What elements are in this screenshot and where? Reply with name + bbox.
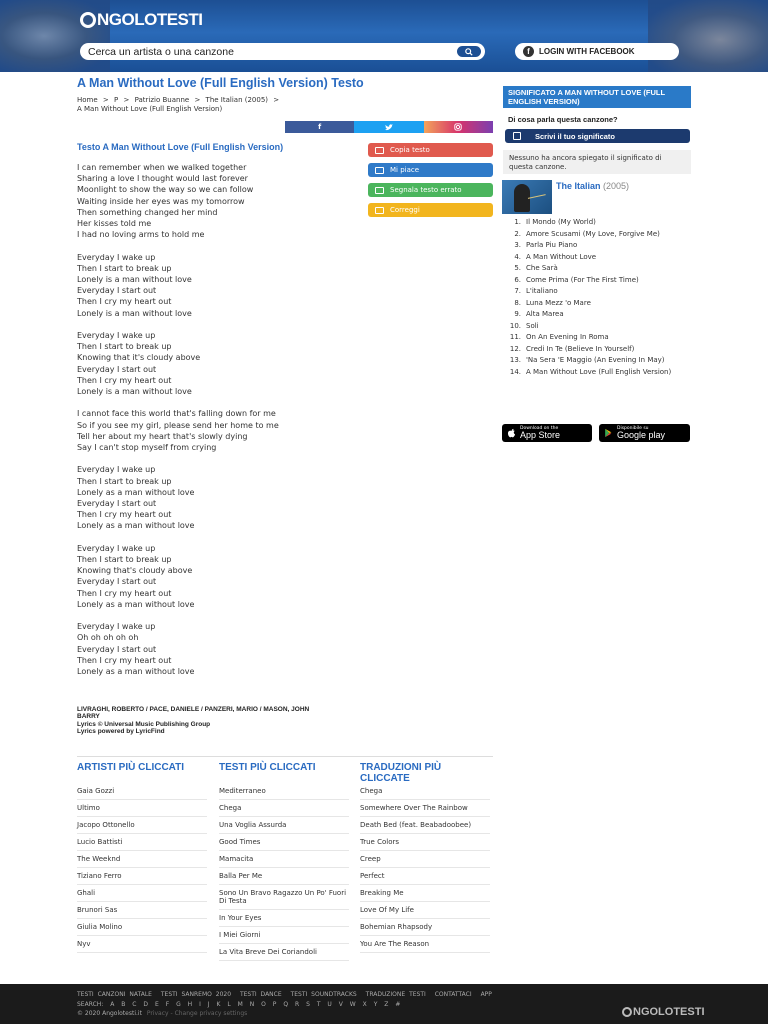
report-error-button[interactable]: [368, 183, 493, 197]
track-item[interactable]: [505, 368, 695, 376]
track-item[interactable]: [505, 310, 695, 318]
list-item[interactable]: Jacopo Ottonello: [77, 817, 207, 834]
track-number: 8.: [514, 298, 521, 307]
letter-link[interactable]: I: [199, 1001, 201, 1008]
letter-link[interactable]: R: [295, 1001, 300, 1008]
top-translations-heading: TRADUZIONI PIÙ CLICCATE: [360, 762, 442, 784]
footer-letter-index: [77, 1001, 405, 1008]
logo-mark-icon: [622, 1007, 632, 1017]
breadcrumb-current: A Man Without Love (Full English Version): [77, 105, 223, 113]
breadcrumb-separator: >: [273, 96, 280, 104]
lyricfind-credit: Lyrics powered by LyricFind: [77, 728, 165, 736]
track-title: Parla Piu Piano: [526, 241, 578, 249]
list-item[interactable]: Tiziano Ferro: [77, 868, 207, 885]
list-item[interactable]: Bohemian Rhapsody: [360, 919, 490, 936]
letter-link[interactable]: P: [272, 1001, 277, 1008]
apple-icon: [507, 428, 516, 438]
list-item[interactable]: Balla Per Me: [219, 868, 349, 885]
correct-lyrics-button[interactable]: [368, 203, 493, 217]
breadcrumb: [77, 96, 367, 114]
letter-link[interactable]: V: [338, 1001, 343, 1008]
top-lyrics-list: [219, 783, 349, 961]
letter-link[interactable]: B: [121, 1001, 126, 1008]
google-play-label: Google play: [617, 430, 666, 440]
track-title: Soli: [526, 321, 539, 330]
track-item[interactable]: [505, 322, 695, 330]
letter-link[interactable]: M: [237, 1001, 243, 1008]
letter-link[interactable]: H: [187, 1001, 193, 1008]
search-bar: [80, 43, 485, 60]
letter-link[interactable]: U: [327, 1001, 332, 1008]
lyrics-stanza: I cannot face this world that's falling down for me So if you see my girl, please send her home to me Tell her about my heart that's slowly dying Say I can't stop myself from crying: [77, 409, 279, 453]
album-title[interactable]: [556, 181, 629, 191]
share-bar: [285, 121, 493, 133]
footer-link[interactable]: CONTATTACI: [434, 991, 472, 998]
list-item[interactable]: Breaking Me: [360, 885, 490, 902]
publisher-copyright: Lyrics © Universal Music Publishing Group: [77, 720, 211, 728]
twitter-icon: [385, 124, 393, 131]
letter-link[interactable]: F: [165, 1001, 170, 1008]
breadcrumb-separator: >: [102, 96, 109, 104]
share-facebook-button[interactable]: [285, 121, 354, 133]
search-input[interactable]: [88, 46, 448, 58]
letter-link[interactable]: C: [132, 1001, 137, 1008]
breadcrumb-separator: >: [123, 96, 130, 104]
track-item[interactable]: [505, 253, 695, 261]
album-name: The Italian: [556, 181, 601, 191]
footer-link[interactable]: TESTI DANCE: [239, 991, 282, 998]
track-title: A Man Without Love: [526, 252, 597, 261]
lyrics-credits: [77, 706, 327, 736]
facebook-login-label: LOGIN WITH FACEBOOK: [539, 47, 635, 56]
list-item[interactable]: Ghali: [77, 885, 207, 902]
pencil-icon: [513, 132, 521, 140]
track-item[interactable]: [505, 276, 695, 284]
list-item[interactable]: Mamacita: [219, 851, 349, 868]
footer-link[interactable]: TRADUZIONE TESTI: [365, 991, 426, 998]
track-item[interactable]: [505, 264, 695, 272]
share-twitter-button[interactable]: [354, 121, 423, 133]
lyrics-stanza: Everyday I wake up Then I start to break up Lonely as a man without love Everyday I start out Then I cry my heart out Lonely as a man without love: [77, 465, 195, 531]
breadcrumb-separator: >: [194, 96, 201, 104]
list-item[interactable]: Nyv: [77, 936, 207, 953]
track-number: 6.: [514, 275, 521, 284]
footer-nav: [77, 991, 497, 998]
list-item[interactable]: Somewhere Over The Rainbow: [360, 800, 490, 817]
letter-link[interactable]: T: [316, 1001, 321, 1008]
breadcrumb-album[interactable]: The Italian (2005): [205, 96, 269, 104]
list-item[interactable]: Chega: [360, 783, 490, 800]
meaning-question: Di cosa parla questa canzone?: [508, 115, 618, 124]
list-item[interactable]: In Your Eyes: [219, 910, 349, 927]
letter-link[interactable]: #: [395, 1001, 401, 1008]
track-title: On An Evening In Roma: [526, 333, 609, 341]
footer-logo-text: NGOLOTESTI: [633, 1006, 705, 1018]
track-title: Come Prima (For The First Time): [526, 275, 639, 284]
google-play-small-label: Disponibile su: [617, 426, 649, 431]
list-item[interactable]: Good Times: [219, 834, 349, 851]
track-number: 12.: [509, 344, 521, 353]
copy-lyrics-label: Copia testo: [390, 146, 430, 154]
list-item[interactable]: La Vita Breve Dei Coriandoli: [219, 944, 349, 961]
letter-link[interactable]: D: [143, 1001, 149, 1008]
songwriters: LIVRAGHI, ROBERTO / PACE, DANIELE / PANZERI, MARIO / MASON, JOHN BARRY: [77, 706, 310, 721]
lyrics-stanza: Everyday I wake up Then I start to break up Knowing that's cloudy above Everyday I start out Then I cry my heart out Lonely as a man without love: [77, 543, 195, 609]
footer-link[interactable]: TESTI CANZONI NATALE: [77, 991, 152, 998]
letter-link[interactable]: Z: [384, 1001, 389, 1008]
list-item[interactable]: True Colors: [360, 834, 490, 851]
list-item[interactable]: Ultimo: [77, 800, 207, 817]
edit-icon: [375, 207, 384, 214]
track-item[interactable]: [505, 345, 695, 353]
track-title: Alta Marea: [526, 310, 564, 318]
track-item[interactable]: [505, 333, 695, 341]
google-play-icon: [604, 428, 613, 438]
meaning-empty-note: Nessuno ha ancora spiegato il significato di questa canzone.: [503, 150, 691, 174]
letter-link[interactable]: L: [227, 1001, 231, 1008]
search-icon: [465, 48, 473, 56]
letter-link[interactable]: A: [110, 1001, 115, 1008]
track-item[interactable]: [505, 287, 695, 295]
track-number: 9.: [514, 310, 521, 318]
track-number: 2.: [514, 229, 521, 238]
lyrics-stanza: Everyday I wake up Then I start to break up Knowing that it's cloudy above Everyday I start out Then I cry my heart out Lonely is a man without love: [77, 331, 201, 397]
write-meaning-button[interactable]: [505, 129, 690, 143]
track-title: Amore Scusami (My Love, Forgive Me): [526, 229, 660, 238]
like-label: Mi piace: [390, 166, 420, 174]
search-button[interactable]: [457, 46, 481, 57]
track-number: 3.: [514, 241, 521, 249]
track-number: 7.: [514, 287, 521, 295]
track-item[interactable]: [505, 230, 695, 238]
breadcrumb-letter[interactable]: P: [114, 96, 119, 104]
letter-index-label: SEARCH:: [77, 1001, 104, 1008]
facebook-login-button[interactable]: [515, 43, 679, 60]
copy-lyrics-button[interactable]: [368, 143, 493, 157]
letter-link[interactable]: O: [261, 1001, 266, 1008]
app-store-small-label: Download on the: [520, 426, 559, 431]
track-title: Luna Mezz 'o Mare: [526, 298, 591, 307]
letter-link[interactable]: Y: [373, 1001, 378, 1008]
album-year: (2005): [603, 181, 630, 191]
track-number: 10.: [509, 321, 521, 330]
track-item[interactable]: [505, 218, 695, 226]
pencil-icon: [375, 187, 384, 194]
list-item[interactable]: Creep: [360, 851, 490, 868]
track-number: 5.: [514, 264, 521, 272]
list-item[interactable]: The Weeknd: [77, 851, 207, 868]
album-cover[interactable]: [502, 180, 552, 214]
track-item[interactable]: [505, 241, 695, 249]
track-number: 1.: [514, 218, 521, 226]
site-logo[interactable]: [80, 9, 203, 31]
letter-link[interactable]: X: [362, 1001, 367, 1008]
track-number: 13.: [509, 356, 521, 364]
lyrics-stanza: I can remember when we walked together Sharing a love I thought would last forever Moonlight to show the way so we can follow Waiting inside her eyes was my tomorrow Then something changed her mind Her kisses told me I had no loving arms to hold me: [77, 163, 254, 240]
footer-link[interactable]: TESTI SANREMO 2020: [160, 991, 232, 998]
letter-link[interactable]: W: [349, 1001, 356, 1008]
letter-link[interactable]: G: [176, 1001, 181, 1008]
track-title: 'Na Sera 'E Maggio (An Evening In May): [526, 356, 665, 364]
list-item[interactable]: Brunori Sas: [77, 902, 207, 919]
instagram-icon: [454, 123, 462, 131]
top-lyrics-heading: TESTI PIÙ CLICCATI: [219, 762, 316, 773]
top-translations-list: [360, 783, 490, 953]
track-number: 11.: [509, 333, 521, 341]
letter-link[interactable]: E: [154, 1001, 159, 1008]
copy-icon: [375, 147, 384, 154]
letter-link[interactable]: Q: [283, 1001, 289, 1008]
list-item[interactable]: Perfect: [360, 868, 490, 885]
site-header: [0, 0, 768, 72]
privacy-link[interactable]: Privacy - Change privacy settings: [146, 1010, 248, 1017]
list-item[interactable]: Mediterraneo: [219, 783, 349, 800]
report-error-label: Segnala testo errato: [390, 186, 462, 194]
lyrics-body: [77, 162, 337, 688]
list-item[interactable]: Chega: [219, 800, 349, 817]
footer-link[interactable]: TESTI SOUNDTRACKS: [290, 991, 357, 998]
album-tracklist: [505, 218, 695, 379]
lyrics-stanza: Everyday I wake up Then I start to break up Lonely is a man without love Everyday I start out Then I cry my heart out Lonely is a man without love: [77, 252, 192, 318]
track-title: Il Mondo (My World): [526, 218, 596, 226]
header-photo-right: [648, 0, 768, 72]
like-button[interactable]: [368, 163, 493, 177]
correct-lyrics-label: Correggi: [390, 206, 420, 214]
top-artists-heading: ARTISTI PIÙ CLICCATI: [77, 762, 185, 773]
top-artists-list: [77, 783, 207, 953]
logo-text: NGOLOTESTI: [97, 10, 203, 29]
list-item[interactable]: Sono Un Bravo Ragazzo Un Po' Fuori Di Testa: [219, 885, 349, 910]
divider: [77, 756, 493, 757]
letter-link[interactable]: K: [216, 1001, 221, 1008]
list-item[interactable]: Lucio Battisti: [77, 834, 207, 851]
copyright-text: © 2020 Angolotesti.it: [77, 1010, 142, 1017]
thumbs-up-icon: [375, 167, 384, 174]
letter-link[interactable]: S: [306, 1001, 310, 1008]
write-meaning-label: Scrivi il tuo significato: [535, 131, 616, 141]
list-item[interactable]: I Miei Giorni: [219, 927, 349, 944]
list-item[interactable]: You Are The Reason: [360, 936, 490, 953]
google-play-badge[interactable]: [599, 424, 690, 442]
share-instagram-button[interactable]: [424, 121, 493, 133]
meaning-title: SIGNIFICATO A MAN WITHOUT LOVE (FULL ENGLISH VERSION): [503, 86, 691, 108]
track-number: 4.: [514, 252, 521, 261]
lyrics-heading: Testo A Man Without Love (Full English Version): [77, 142, 284, 152]
footer-copyright: [77, 1010, 247, 1017]
list-item[interactable]: Love Of My Life: [360, 902, 490, 919]
footer-link[interactable]: APP: [480, 991, 492, 998]
list-item[interactable]: Giulia Molino: [77, 919, 207, 936]
page-title: A Man Without Love (Full English Version) Testo: [77, 76, 364, 90]
letter-link[interactable]: N: [249, 1001, 255, 1008]
app-store-badge[interactable]: [502, 424, 592, 442]
list-item[interactable]: Una Voglia Assurda: [219, 817, 349, 834]
breadcrumb-home[interactable]: Home: [77, 96, 98, 104]
track-item[interactable]: [505, 356, 695, 364]
letter-link[interactable]: J: [207, 1001, 210, 1008]
lyrics-stanza: Everyday I wake up Oh oh oh oh oh Everyday I start out Then I cry my heart out Lonely as a man without love: [77, 622, 195, 677]
footer-logo[interactable]: [622, 1006, 705, 1018]
track-item[interactable]: [505, 299, 695, 307]
track-title: A Man Without Love (Full English Version): [526, 367, 672, 376]
logo-mark-icon: [80, 12, 96, 28]
app-store-label: App Store: [520, 430, 561, 440]
track-title: Credi In Te (Believe In Yourself): [526, 344, 635, 353]
facebook-icon: f: [318, 123, 322, 131]
facebook-icon: f: [523, 46, 534, 57]
list-item[interactable]: Gaia Gozzi: [77, 783, 207, 800]
track-title: L'italiano: [526, 287, 558, 295]
track-number: 14.: [509, 367, 521, 376]
list-item[interactable]: Death Bed (feat. Beabadoobee): [360, 817, 490, 834]
track-title: Che Sarà: [526, 264, 558, 272]
breadcrumb-artist[interactable]: Patrizio Buanne: [134, 96, 190, 104]
